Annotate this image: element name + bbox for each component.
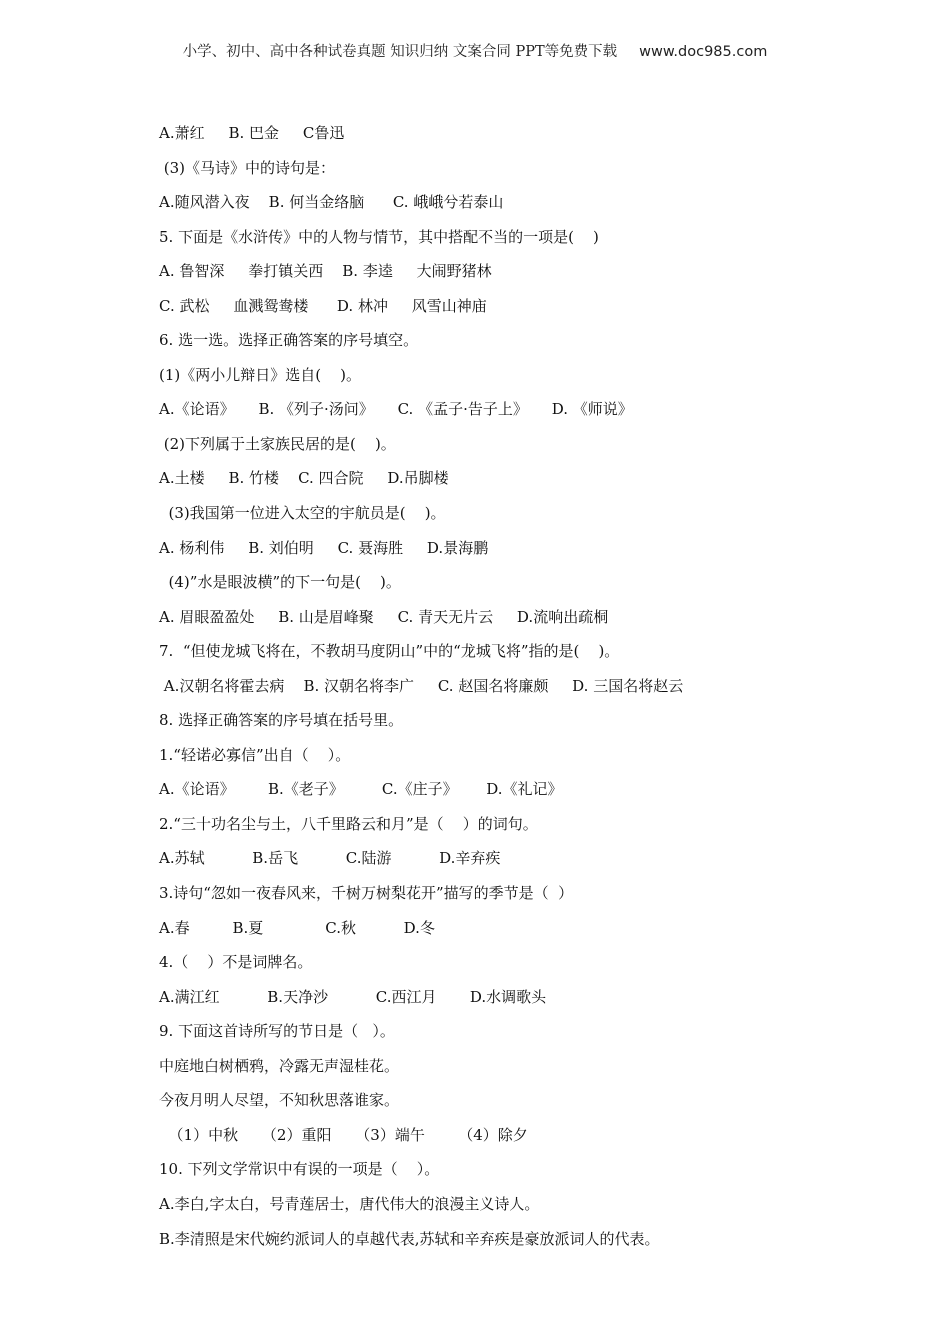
text-line: 1.“轻诺必寡信”出自（ ）。 (159, 745, 351, 764)
text-line: 7. “但使龙城飞将在，不教胡马度阴山”中的“龙城飞将”指的是( )。 (159, 642, 620, 661)
text-line: (1)《两小儿辩日》选自( )。 (159, 365, 362, 384)
text-line: (2)下列属于土家族民居的是( )。 (159, 434, 396, 453)
text-line: 9. 下面这首诗所写的节日是（ ）。 (159, 1022, 395, 1041)
text-line: 3.诗句“忽如一夜春风来，千树万树梨花开”描写的季节是（ ） (159, 884, 574, 903)
header-website: www.doc985.com (639, 44, 768, 60)
text-line: B.李清照是宋代婉约派词人的卓越代表,苏轼和辛弃疾是豪放派词人的代表。 (159, 1229, 660, 1248)
text-line: (3)《马诗》中的诗句是： (159, 158, 336, 177)
text-line: 4.（ ）不是词牌名。 (159, 953, 313, 972)
text-line: A. 鲁智深 拳打镇关西 B. 李逵 大闹野猪林 (159, 262, 492, 281)
text-line: 8. 选择正确答案的序号填在括号里。 (159, 711, 404, 730)
text-line: 今夜月明人尽望，不知秋思落谁家。 (159, 1091, 400, 1110)
text-line: A.春 B.夏 C.秋 D.冬 (159, 918, 435, 937)
text-line: (3)我国第一位进入太空的宇航员是( )。 (159, 504, 446, 523)
text-line: 5. 下面是《水浒传》中的人物与情节，其中搭配不当的一项是( ) (159, 227, 599, 246)
text-line: A. 杨利伟 B. 刘伯明 C. 聂海胜 D.景海鹏 (159, 538, 489, 557)
text-line: 6. 选一选。选择正确答案的序号填空。 (159, 331, 419, 350)
text-line: A.《论语》 B. 《列子·汤问》 C. 《孟子·告子上》 D. 《师说》 (159, 400, 633, 419)
text-line: A. 眉眼盈盈处 B. 山是眉峰聚 C. 青天无片云 D.流响出疏桐 (159, 607, 609, 626)
text-line: C. 武松 血溅鸳鸯楼 D. 林冲 风雪山神庙 (159, 296, 487, 315)
page-header (0, 40, 950, 61)
text-line: A.李白,字太白，号青莲居士，唐代伟大的浪漫主义诗人。 (159, 1194, 540, 1213)
text-line: A.《论语》 B.《老子》 C.《庄子》 D.《礼记》 (159, 780, 563, 799)
text-line: A.随风潜入夜 B. 何当金络脑 C. 峨峨兮若泰山 (159, 193, 504, 212)
text-line: 中庭地白树栖鸦，冷露无声湿桂花。 (159, 1056, 400, 1075)
text-line: A.苏轼 B.岳飞 C.陆游 D.辛弃疾 (159, 849, 501, 868)
text-line: 2.“三十功名尘与土，八千里路云和月”是（ ）的词句。 (159, 814, 538, 833)
text-line: A.土楼 B. 竹楼 C. 四合院 D.吊脚楼 (159, 469, 449, 488)
text-line: （1）中秋 （2）重阳 （3）端午 （4）除夕 (159, 1125, 528, 1144)
text-line: 10. 下列文学常识中有误的一项是（ ）。 (159, 1160, 440, 1179)
text-line: A.萧红 B. 巴金 C鲁迅 (159, 124, 345, 142)
document-body (159, 116, 799, 1256)
text-line: A.满江红 B.天净沙 C.西江月 D.水调歌头 (159, 987, 547, 1006)
text-line: A.汉朝名将霍去病 B. 汉朝名将李广 C. 赵国名将廉颇 D. 三国名将赵云 (159, 676, 684, 695)
text-line: (4)”水是眼波横”的下一句是( )。 (159, 573, 401, 592)
header-text: 小学、初中、高中各种试卷真题 知识归纳 文案合同 PPT等免费下载 (182, 44, 618, 60)
